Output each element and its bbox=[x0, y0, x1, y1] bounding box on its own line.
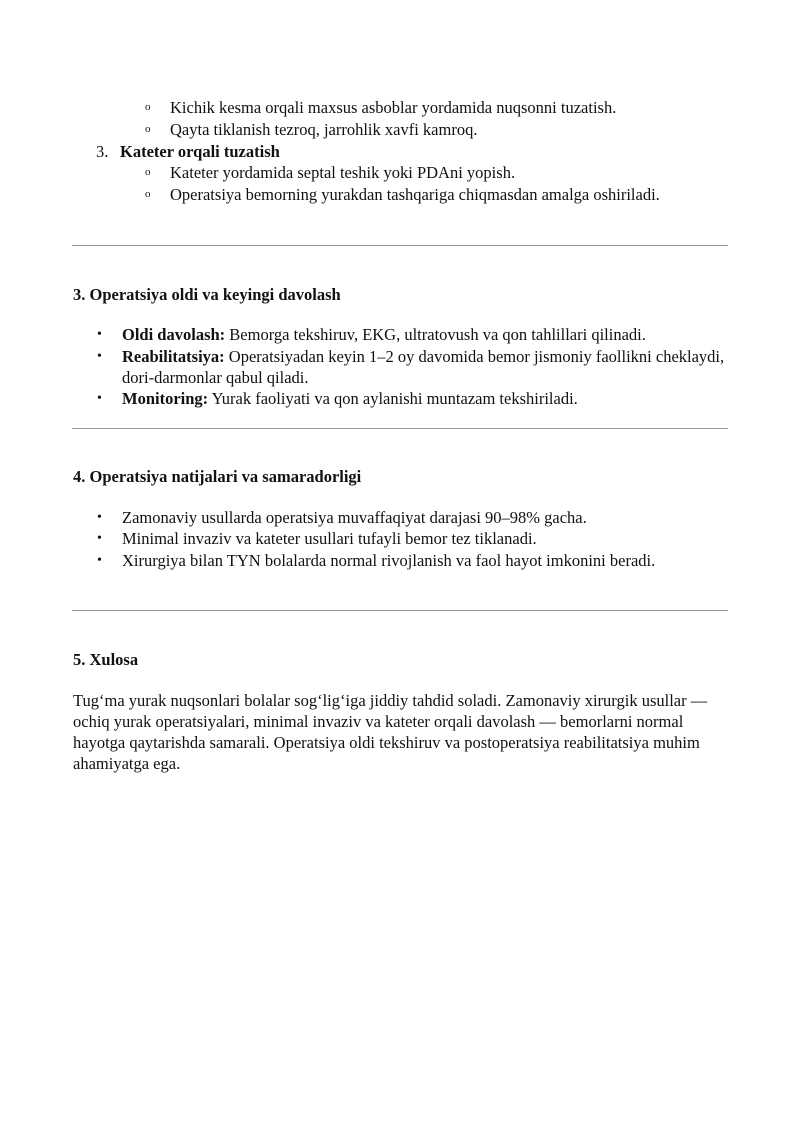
bullet-icon: • bbox=[97, 349, 102, 364]
list-item: Minimal invaziv va kateter usullari tufayli bemor tez tiklanadi. bbox=[122, 529, 537, 548]
list-item bbox=[122, 346, 732, 388]
horizontal-rule bbox=[72, 428, 728, 429]
sub-bullet-icon: o bbox=[145, 166, 151, 178]
list-item: Kateter yordamida septal teshik yoki PDAni yopish. bbox=[170, 163, 516, 182]
list-item bbox=[122, 324, 732, 345]
list-item bbox=[122, 388, 732, 409]
conclusion-paragraph: Tug‘ma yurak nuqsonlari bolalar sog‘lig‘iga jiddiy tahdid soladi. Zamonaviy xirurgik usullar — ochiq yurak operatsiyalari, minimal invaziv va kateter orqali davolash — bemorlarni normal hayotga qaytarishda samarali. Operatsiya oldi tekshiruv va postoperatsiya reabilitatsiya muhim ahamiyatga ega. bbox=[73, 691, 708, 773]
item-text: Operatsiyadan keyin 1–2 oy davomida bemor jismoniy faollikni cheklaydi, dori-darmonlar qabul qiladi. bbox=[122, 347, 725, 387]
bullet-icon: • bbox=[97, 510, 102, 525]
item-number: 3. bbox=[96, 142, 109, 161]
horizontal-rule bbox=[72, 245, 728, 246]
list-item: Xirurgiya bilan TYN bolalarda normal rivojlanish va faol hayot imkonini beradi. bbox=[122, 551, 656, 570]
item-label: Reabilitatsiya: bbox=[122, 347, 225, 366]
item-title: Kateter orqali tuzatish bbox=[120, 142, 280, 161]
bullet-icon: • bbox=[97, 531, 102, 546]
item-label: Oldi davolash: bbox=[122, 325, 226, 344]
section-heading: 4. Operatsiya natijalari va samaradorligi bbox=[73, 467, 362, 486]
item-text: Yurak faoliyati va qon aylanishi muntazam tekshiriladi. bbox=[208, 389, 578, 408]
sub-bullet-icon: o bbox=[145, 101, 151, 113]
bullet-icon: • bbox=[97, 553, 102, 568]
bullet-icon: • bbox=[97, 391, 102, 406]
item-label: Monitoring: bbox=[122, 389, 209, 408]
item-text: Bemorga tekshiruv, EKG, ultratovush va qon tahlillari qilinadi. bbox=[225, 325, 646, 344]
section-heading: 3. Operatsiya oldi va keyingi davolash bbox=[73, 285, 341, 304]
section-heading: 5. Xulosa bbox=[73, 650, 139, 669]
list-item: Kichik kesma orqali maxsus asboblar yordamida nuqsonni tuzatish. bbox=[170, 98, 617, 117]
bullet-icon: • bbox=[97, 327, 102, 342]
list-item: Qayta tiklanish tezroq, jarrohlik xavfi kamroq. bbox=[170, 120, 478, 139]
sub-bullet-icon: o bbox=[145, 123, 151, 135]
list-item: Operatsiya bemorning yurakdan tashqariga chiqmasdan amalga oshiriladi. bbox=[170, 185, 660, 204]
list-item: Zamonaviy usullarda operatsiya muvaffaqiyat darajasi 90–98% gacha. bbox=[122, 508, 587, 527]
numbered-item-3 bbox=[96, 141, 280, 162]
horizontal-rule bbox=[72, 610, 728, 611]
sub-bullet-icon: o bbox=[145, 188, 151, 200]
